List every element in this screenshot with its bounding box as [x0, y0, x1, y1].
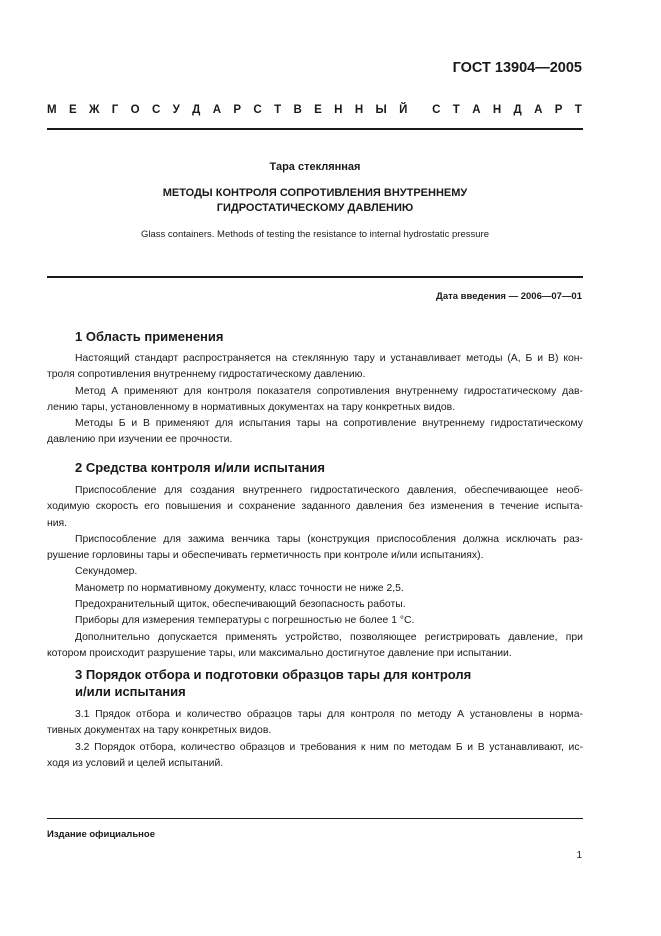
- paragraph: [47, 613, 583, 629]
- paragraph: [47, 630, 583, 663]
- paragraph: [47, 532, 583, 565]
- paragraph: [47, 483, 583, 532]
- paragraph: [47, 597, 583, 613]
- banner-letter: У: [172, 104, 180, 116]
- banner-letter: Т: [274, 104, 282, 116]
- section-1-body: [47, 351, 583, 449]
- banner-letter: Т: [574, 104, 582, 116]
- banner-letter: Р: [554, 104, 563, 116]
- footer-rule: [47, 818, 583, 819]
- banner-letter: В: [293, 104, 302, 116]
- banner-letter: Ж: [88, 104, 100, 116]
- paragraph-line: Настоящий стандарт распространяется на стеклянную тару и устанавливает методы (А, Б и В) кон-: [75, 353, 583, 364]
- english-title: Glass containers. Methods of testing the resistance to internal hydrostatic pressure: [141, 229, 489, 240]
- banner-letter: О: [130, 104, 140, 116]
- document-title-line-1: МЕТОДЫ КОНТРОЛЯ СОПРОТИВЛЕНИЯ ВНУТРЕННЕМУ: [162, 187, 468, 199]
- banner-letter: Д: [192, 104, 201, 116]
- banner-letter: Е: [314, 104, 322, 116]
- paragraph: [47, 416, 583, 449]
- banner-letter: С: [151, 104, 161, 116]
- introduction-date: Дата введения — 2006—07—01: [436, 291, 582, 302]
- paragraph-line: давлению при изучении ее прочности.: [47, 434, 233, 446]
- paragraph: [47, 564, 583, 580]
- paragraph-line: Манометр по нормативному документу, класс точности не ниже 2,5.: [75, 582, 404, 594]
- header-rule: [47, 128, 583, 130]
- banner-letter: Г: [111, 104, 119, 116]
- banner-letter: Н: [334, 104, 343, 116]
- standard-number: ГОСТ 13904—2005: [452, 60, 582, 76]
- banner-letter: А: [212, 104, 222, 116]
- banner-letter: Т: [452, 104, 460, 116]
- section-1-heading: 1 Область применения: [75, 329, 224, 344]
- banner-letter: Д: [513, 104, 522, 116]
- section-3-heading-line-1: 3 Порядок отбора и подготовки образцов тары для контроля: [75, 667, 472, 682]
- section-3-heading-line-2: и/или испытания: [75, 684, 186, 699]
- paragraph: [47, 581, 583, 597]
- document-subtitle: Тара стеклянная: [269, 161, 361, 173]
- banner-letter: А: [472, 104, 481, 116]
- section-3-heading: [75, 666, 471, 700]
- paragraph: [47, 740, 583, 773]
- page-number: 1: [576, 850, 582, 861]
- document-title-line-2: ГИДРОСТАТИЧЕСКОМУ ДАВЛЕНИЮ: [216, 202, 414, 214]
- paragraph: [47, 384, 583, 417]
- banner-letter: А: [534, 104, 543, 116]
- paragraph-line: троля сопротивления внутреннему гидростатическому давлению.: [47, 369, 366, 381]
- paragraph: [47, 351, 583, 384]
- paragraph-line: ния.: [47, 517, 68, 529]
- paragraph-line: ходимую скорость его повышения и сохранение заданного давления без изменения в течение испыта-: [47, 501, 583, 513]
- banner-letter: С: [432, 104, 441, 116]
- banner-letter: Н: [492, 104, 502, 116]
- banner-letter: М: [47, 104, 57, 116]
- paragraph-line: 3.1 Прядок отбора и количество образцов тары для контроля по методу А установлены в норма-: [75, 709, 583, 720]
- banner-letter: Ы: [375, 104, 387, 116]
- paragraph-line: рушение горловины тары и обеспечивать герметичность при контроле и/или испытаниях).: [47, 550, 484, 562]
- paragraph-line: Приспособление для создания внутреннего гидростатического давления, обеспечивающее необ-: [75, 485, 583, 496]
- official-edition-label: Издание официальное: [47, 829, 155, 840]
- banner-letter: Е: [68, 104, 77, 116]
- paragraph-line: котором происходит разрушение тары, или максимально достигнутое давление при испытании.: [47, 647, 512, 659]
- section-2-body: [47, 483, 583, 662]
- paragraph-line: тивных документах на тару конкретных видов.: [47, 725, 272, 737]
- document-title: [47, 186, 583, 216]
- paragraph-line: Секундомер.: [75, 566, 138, 578]
- section-2-heading: 2 Средства контроля и/или испытания: [75, 460, 325, 475]
- interstate-standard-banner: [47, 104, 582, 116]
- banner-letter: С: [253, 104, 262, 116]
- paragraph: [47, 707, 583, 740]
- paragraph-line: Метод А применяют для контроля показателя сопротивления внутреннему гидростатическому дав-: [75, 385, 583, 397]
- title-rule: [47, 276, 583, 278]
- banner-letter: Н: [354, 104, 364, 116]
- paragraph-line: ходя из условий и целей испытаний.: [47, 757, 224, 769]
- paragraph-line: 3.2 Порядок отбора, количество образцов и требования к ним по методам Б и В устанавливают, ис-: [75, 741, 583, 753]
- paragraph-line: Приспособление для зажима венчика тары (конструкция приспособления должна исключать раз-: [75, 533, 583, 545]
- banner-letter: Р: [233, 104, 242, 116]
- paragraph-line: Приборы для измерения температуры с погрешностью не более 1 °С.: [75, 615, 415, 627]
- paragraph-line: Методы Б и В применяют для испытания тары на сопротивление внутреннему гидростатическому: [75, 418, 583, 430]
- section-3-body: [47, 707, 583, 772]
- paragraph-line: Дополнительно допускается применять устройство, позволяющее регистрировать давление, при: [75, 631, 583, 643]
- paragraph-line: лению тары, установленному в нормативных документах на тару конкретных видов.: [47, 401, 456, 413]
- banner-letter: Й: [399, 104, 408, 116]
- paragraph-line: Предохранительный щиток, обеспечивающий безопасность работы.: [75, 599, 406, 611]
